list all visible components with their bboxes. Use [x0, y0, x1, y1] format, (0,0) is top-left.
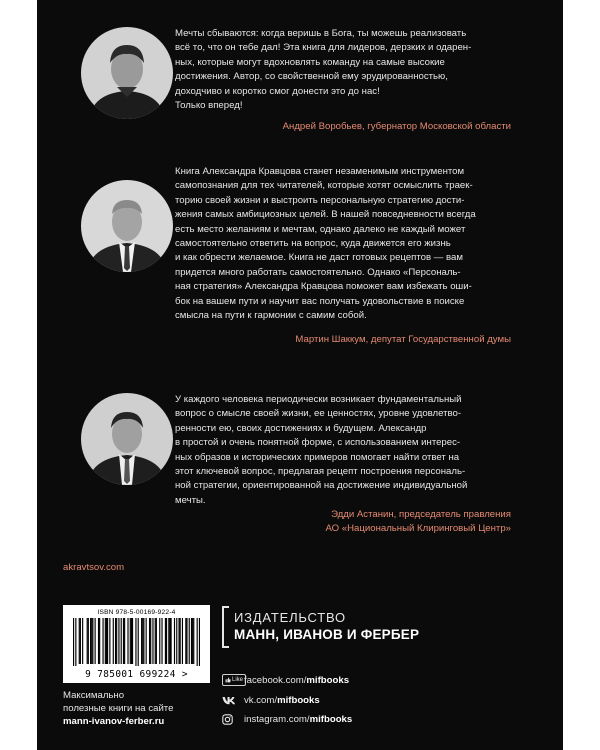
- testimonial-2-line: смысла на пути к гармонии с самим собой.: [175, 310, 367, 322]
- testimonial-2-line: есть место желаниям и мечтам, однако далеко не каждый может: [175, 223, 466, 235]
- testimonial-1-line: доходчиво и коротко смог донести это до нас!: [175, 85, 380, 97]
- testimonial-1-line: Мечты сбываются: когда веришь в Бога, ты можешь реализовать: [175, 28, 467, 39]
- testimonial-2-line: самопознания для тех читателей, которые хотят осмыслить траек-: [175, 180, 473, 192]
- portrait-shakkum-image: [81, 180, 173, 272]
- testimonial-3-line: мечты.: [175, 494, 206, 506]
- publisher-name: МАНН, ИВАНОВ И ФЕРБЕР: [234, 627, 420, 642]
- promo-line: Максимально: [63, 690, 125, 701]
- publisher-logo-bracket: [222, 606, 229, 648]
- testimonial-2-line: и как обрести желаемое. Книга не даст готовых рецептов — вам: [175, 252, 463, 264]
- social-instagram: [222, 712, 352, 726]
- author-website: akravtsov.com: [63, 562, 125, 573]
- vk-prefix: vk.com/: [244, 694, 278, 706]
- testimonial-3-line: ренности ею, своих достижениях и будущем. Александр: [175, 422, 427, 434]
- testimonial-3-line: вопрос о смысле своей жизни, ее ценностях, уровне удовлетво-: [175, 408, 462, 420]
- portrait-astanin: [81, 393, 173, 485]
- testimonial-2-line: жения самых амбициозных целей. В нашей повседневности всегда: [175, 209, 476, 221]
- testimonial-1-author: Андрей Воробьев, губернатор Московской области: [282, 121, 511, 132]
- testimonial-2-author: Мартин Шаккум, депутат Государственной думы: [295, 334, 511, 345]
- testimonial-3-line: У каждого человека периодически возникает фундаментальный: [175, 394, 462, 405]
- social-vk: [222, 693, 320, 707]
- barcode-digits: 9 785001 699224 >: [85, 669, 188, 680]
- isbn-barcode: [63, 605, 210, 683]
- isbn-number: ISBN 978-5-00169-922-4: [97, 609, 176, 616]
- testimonial-3-author-line: Эдди Астанин, председатель правления: [331, 509, 511, 520]
- book-back-cover: [37, 0, 563, 750]
- facebook-like-icon: [222, 674, 244, 686]
- testimonial-3-line: ных образов и исторических примеров помогает найти ответ на: [175, 451, 460, 463]
- instagram-handle: mifbooks: [309, 713, 353, 725]
- testimonial-2-line: бок на вашем пути и научит вас получать удовольствие в поиске: [175, 295, 465, 307]
- instagram-icon: [222, 714, 244, 725]
- portrait-astanin-image: [81, 393, 173, 485]
- facebook-prefix: facebook.com/: [244, 674, 307, 686]
- testimonial-3-author-line: АО «Национальный Клиринговый Центр»: [325, 523, 511, 535]
- portrait-shakkum: [81, 180, 173, 272]
- testimonial-1-line: ных, которые могут вдохновлять команду на самые высокие: [175, 56, 445, 68]
- testimonial-3-line: в простой и очень понятной форме, с использованием интерес-: [175, 437, 461, 449]
- testimonial-2-line: самостоятельно ответить на вопрос, куда движется его жизнь: [175, 238, 451, 250]
- testimonial-2-line: ная стратегия» Александра Кравцова поможет вам избежать оши-: [175, 281, 472, 293]
- promo-line: полезные книги на сайте: [63, 703, 174, 714]
- social-facebook: [222, 673, 349, 687]
- portrait-vorobyev: [81, 27, 173, 119]
- portrait-vorobyev-image: [81, 27, 173, 119]
- testimonial-1-line: достижения. Автор, со свойственной ему эрудированностью,: [175, 71, 448, 83]
- testimonial-2-line: Книга Александра Кравцова станет незаменимым инструментом: [175, 166, 465, 177]
- vk-handle: mifbooks: [277, 694, 320, 706]
- testimonial-1-line: всё то, что он тебе дал! Эта книга для лидеров, дерзких и одарен-: [175, 42, 472, 54]
- publisher-website: mann-ivanov-ferber.ru: [63, 716, 165, 727]
- testimonial-3-author: [91, 508, 511, 537]
- testimonial-1-text: [175, 27, 517, 113]
- barcode-bars-icon: [73, 618, 200, 666]
- publisher-label: ИЗДАТЕЛЬСТВО: [234, 610, 346, 625]
- testimonial-2-text: [175, 165, 517, 323]
- testimonial-3-text: [175, 393, 517, 508]
- testimonial-3-line: этот ключевой вопрос, предлагая рецепт построения персональ-: [175, 466, 466, 478]
- testimonial-2-line: придется много работать самостоятельно. Однако «Персональ-: [175, 266, 461, 278]
- vk-icon: [222, 696, 244, 705]
- testimonial-2-line: торию своей жизни и выстроить персональную стратегию дости-: [175, 194, 465, 206]
- like-badge-label: Like: [232, 677, 244, 683]
- facebook-handle: mifbooks: [306, 674, 350, 686]
- testimonial-1-line: Только вперед!: [175, 100, 243, 112]
- testimonial-3-line: ной стратегии, ориентированной на достижение индивидуальной: [175, 480, 468, 492]
- publisher-promo: [63, 689, 173, 728]
- instagram-prefix: instagram.com/: [244, 713, 310, 725]
